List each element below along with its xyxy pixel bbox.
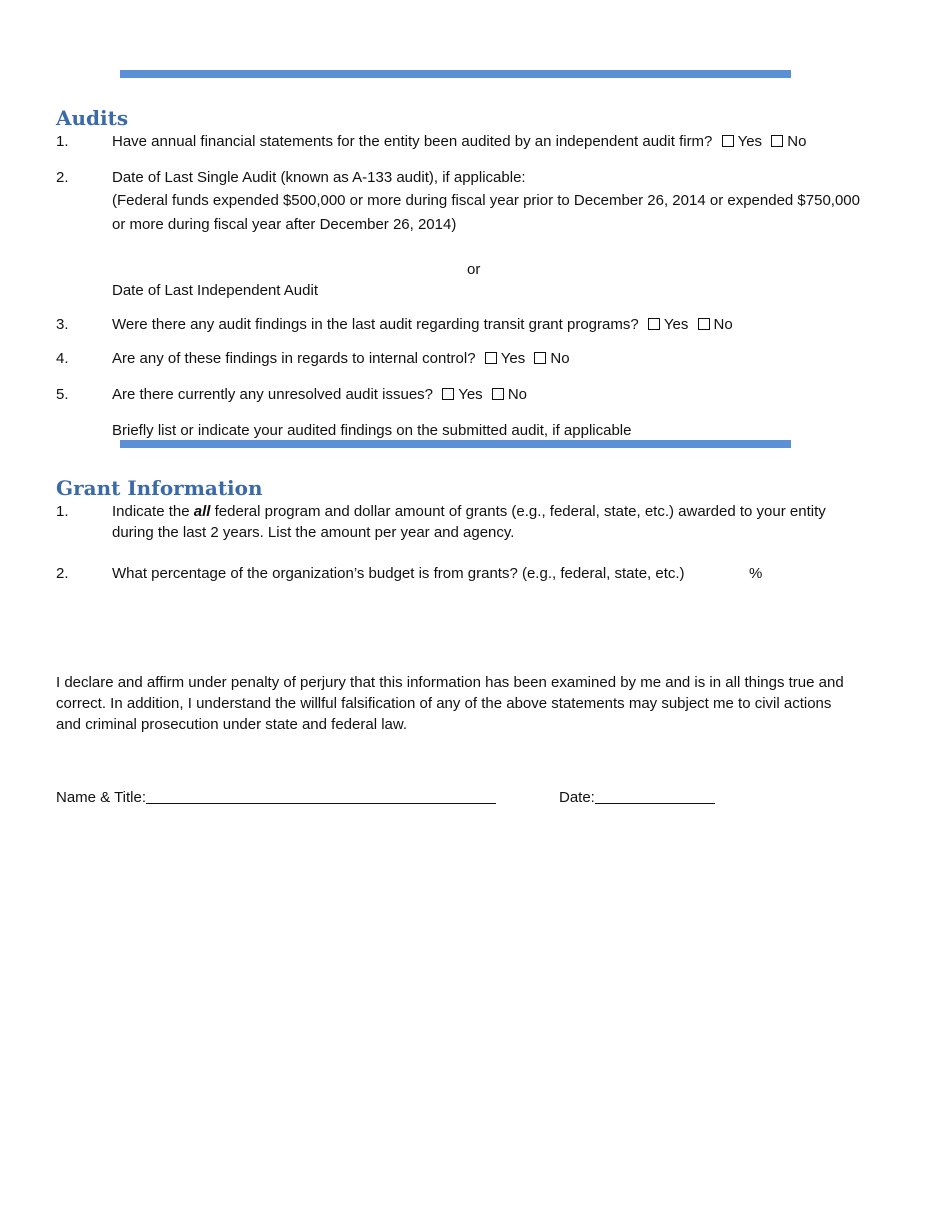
audits-q3-number: 3. <box>56 316 69 333</box>
checkbox-icon[interactable] <box>485 352 497 364</box>
signature-date-label: Date: <box>559 789 595 806</box>
audits-q4-number: 4. <box>56 350 69 367</box>
grants-q1-emphasis: all <box>193 503 211 520</box>
audits-q5-text: Are there currently any unresolved audit issues? <box>112 386 434 403</box>
grants-q1-line2: during the last 2 years. List the amount per year and agency. <box>112 524 515 541</box>
signature-name-label: Name & Title: <box>56 789 147 806</box>
audits-q4-yes-option[interactable] <box>485 348 525 369</box>
audits-q4-no-option[interactable] <box>534 348 569 369</box>
audits-findings-prompt: Briefly list or indicate your audited findings on the submitted audit, if applicable <box>112 422 632 439</box>
grants-heading: Grant Information <box>56 476 263 500</box>
audits-q3 <box>112 314 902 335</box>
checkbox-icon[interactable] <box>492 388 504 400</box>
signature-date-field[interactable] <box>595 788 715 804</box>
audits-q5-yes-option[interactable] <box>442 384 482 405</box>
grants-q2-text: What percentage of the organization’s budget is from grants? (e.g., federal, state, etc.) <box>112 565 685 582</box>
audits-q1-text: Have annual financial statements for the entity been audited by an independent audit firm? <box>112 133 713 150</box>
audits-heading: Audits <box>56 106 129 130</box>
signature-date-row <box>559 787 715 808</box>
audits-q2-number: 2. <box>56 169 69 186</box>
checkbox-icon[interactable] <box>722 135 734 147</box>
audits-q5-no-option[interactable] <box>492 384 527 405</box>
grants-q1-post: federal program and dollar amount of grants (e.g., federal, state, etc.) awarded to your entity <box>210 503 826 520</box>
audits-q2-line1: Date of Last Single Audit (known as A-133 audit), if applicable: <box>112 169 526 186</box>
audits-q4-yes-label: Yes <box>500 350 526 367</box>
audits-q1-yes-option[interactable] <box>722 131 762 152</box>
checkbox-icon[interactable] <box>442 388 454 400</box>
declaration-line2: correct. In addition, I understand the willful falsification of any of the above statements may subject me to civil actions <box>56 695 832 712</box>
audits-q3-no-label: No <box>713 316 733 333</box>
audits-q5-number: 5. <box>56 386 69 403</box>
grants-q2-number: 2. <box>56 565 69 582</box>
audits-q4 <box>112 348 902 369</box>
grants-q1-pre: Indicate the <box>112 503 194 520</box>
audits-q4-text: Are any of these findings in regards to internal control? <box>112 350 476 367</box>
section-divider-top <box>120 70 791 78</box>
audits-q1-no-label: No <box>787 133 807 150</box>
audits-q3-yes-label: Yes <box>663 316 689 333</box>
audits-q2-line2: (Federal funds expended $500,000 or more during fiscal year prior to December 26, 2014 or expended $750,000 <box>112 192 860 209</box>
audits-q3-text: Were there any audit findings in the last audit regarding transit grant programs? <box>112 316 639 333</box>
audits-q5-yes-label: Yes <box>458 386 483 403</box>
signature-name-row <box>56 787 496 808</box>
checkbox-icon[interactable] <box>698 318 710 330</box>
grants-q2-percent-unit: % <box>749 565 763 582</box>
audits-q1-number: 1. <box>56 133 69 150</box>
audits-q2-independent-label: Date of Last Independent Audit <box>112 282 318 299</box>
audits-q5 <box>112 384 902 405</box>
audits-q5-no-label: No <box>507 386 528 403</box>
checkbox-icon[interactable] <box>648 318 660 330</box>
signature-name-field[interactable] <box>146 788 496 804</box>
audits-q3-yes-option[interactable] <box>648 314 688 335</box>
checkbox-icon[interactable] <box>534 352 546 364</box>
audits-q2-line3: or more during fiscal year after December 26, 2014) <box>112 216 457 233</box>
audits-q1 <box>112 131 902 152</box>
declaration-line3: and criminal prosecution under state and federal law. <box>56 716 408 733</box>
checkbox-icon[interactable] <box>771 135 783 147</box>
audits-q2-or: or <box>467 261 481 278</box>
audits-q1-no-option[interactable] <box>771 131 806 152</box>
grants-q1-line1 <box>112 501 902 522</box>
audits-q3-no-option[interactable] <box>698 314 733 335</box>
section-divider-grants <box>120 440 791 448</box>
audits-q4-no-label: No <box>550 350 570 367</box>
audits-q1-yes-label: Yes <box>737 133 763 150</box>
declaration-line1: I declare and affirm under penalty of perjury that this information has been examined by me and is in all things true and <box>56 674 844 691</box>
grants-q1-number: 1. <box>56 503 69 520</box>
